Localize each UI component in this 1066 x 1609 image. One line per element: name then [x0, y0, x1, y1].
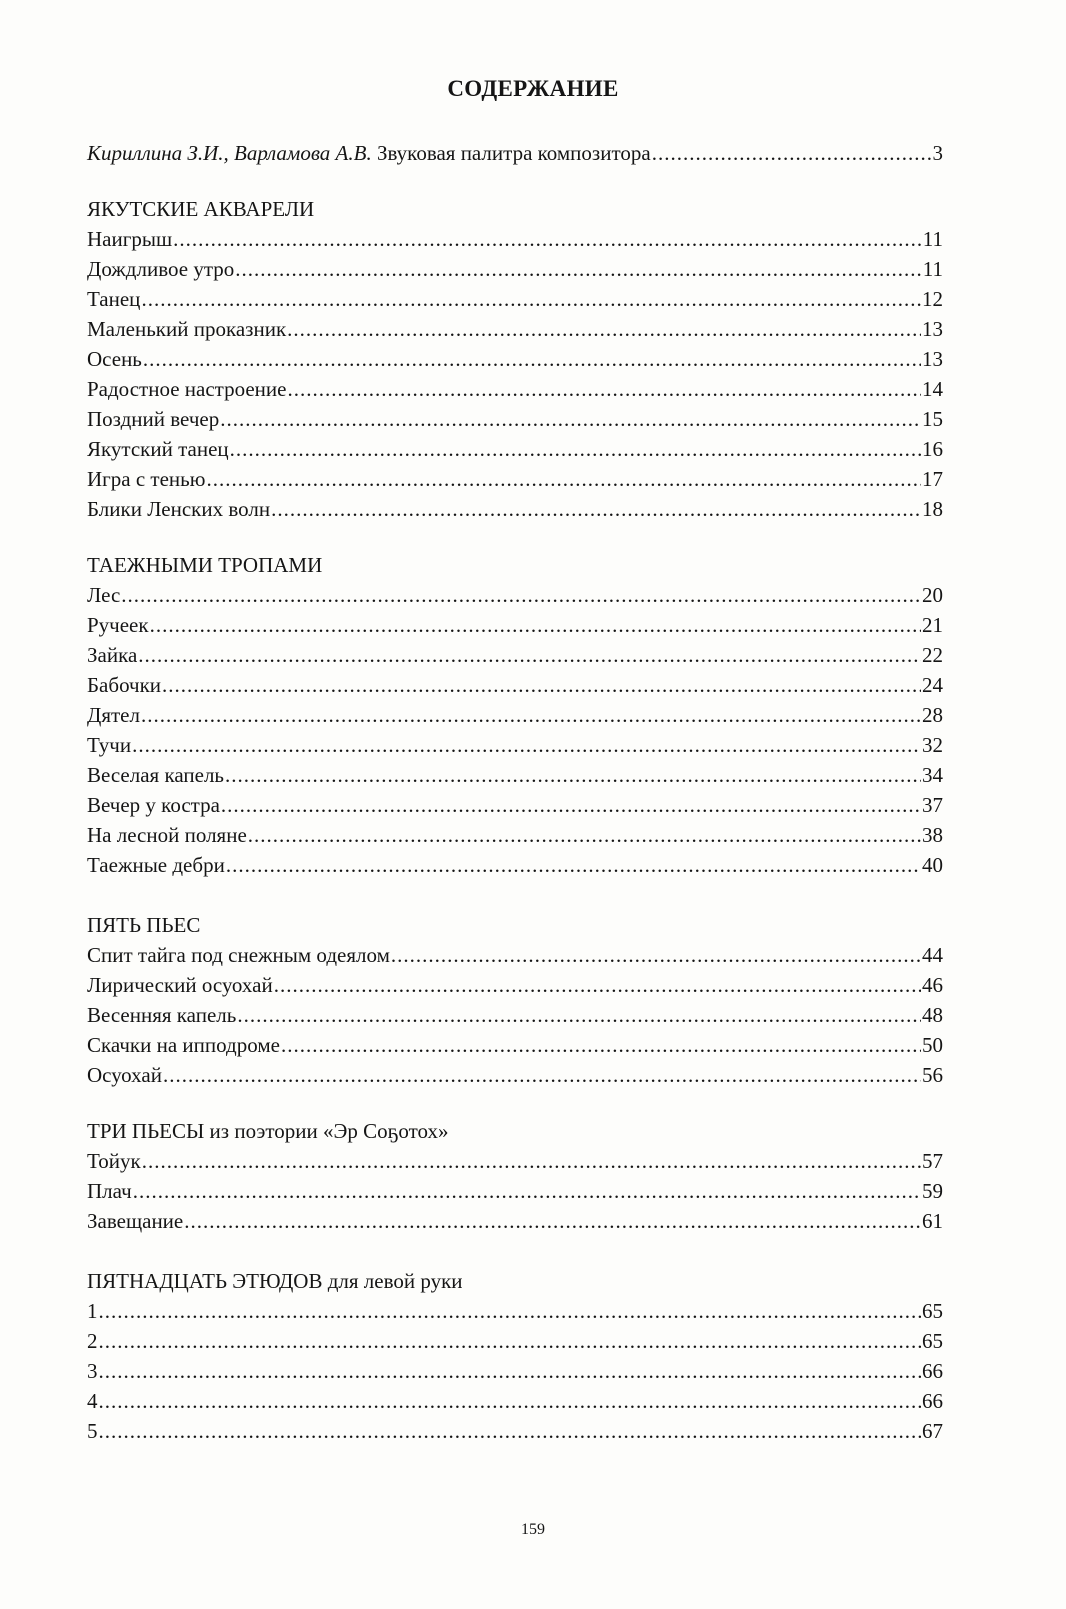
dot-leader — [99, 1416, 922, 1446]
preface-authors: Кириллина З.И., Варламова А.В. — [87, 141, 372, 165]
dot-leader — [652, 138, 932, 168]
dot-leader — [271, 494, 921, 524]
toc-entry-page: 40 — [922, 853, 943, 877]
dot-leader — [121, 580, 921, 610]
toc-entry — [87, 284, 943, 314]
toc-entry — [87, 1206, 943, 1236]
dot-leader — [99, 1386, 922, 1416]
toc-entry-page: 66 — [922, 1389, 943, 1413]
dot-leader — [138, 640, 921, 670]
toc-entry-label: Спит тайга под снежным одеялом — [87, 943, 390, 967]
toc-entry-label: На лесной поляне — [87, 823, 247, 847]
toc-entry-label: Плач — [87, 1179, 132, 1203]
toc-entry-page: 15 — [922, 407, 943, 431]
toc-entry — [87, 790, 943, 820]
toc-entry — [87, 434, 943, 464]
toc-entry — [87, 700, 943, 730]
toc-entry-page: 16 — [922, 437, 943, 461]
toc-entry-label: Скачки на ипподроме — [87, 1033, 280, 1057]
section-heading-text: ЯКУТСКИЕ АКВАРЕЛИ — [87, 197, 315, 221]
toc-entry-label: Зайка — [87, 643, 138, 667]
toc-entry-page: 37 — [922, 793, 943, 817]
section-heading-suffix: из поэтории «Эр Соҕотох» — [209, 1119, 449, 1143]
toc-entry-page: 44 — [922, 943, 943, 967]
toc-entry-page: 12 — [922, 287, 943, 311]
toc-entry — [87, 970, 943, 1000]
toc-entry — [87, 580, 943, 610]
toc-entry-page: 65 — [922, 1299, 943, 1323]
dot-leader — [132, 730, 921, 760]
toc-entry — [87, 1296, 943, 1326]
toc-entry-page: 67 — [922, 1419, 943, 1443]
section-heading-text: ТАЕЖНЫМИ ТРОПАМИ — [87, 553, 323, 577]
toc-entry-preface — [87, 138, 943, 168]
section-heading-text: ПЯТЬ ПЬЕС — [87, 913, 201, 937]
toc-entry-label: Тойук — [87, 1149, 141, 1173]
dot-leader — [237, 1000, 921, 1030]
toc-entry-label: Лес — [87, 583, 121, 607]
toc-entry-page: 66 — [922, 1359, 943, 1383]
toc-entry-page: 28 — [922, 703, 943, 727]
toc-entry-page: 48 — [922, 1003, 943, 1027]
dot-leader — [248, 820, 921, 850]
toc-entry-label: Вечер у костра — [87, 793, 220, 817]
toc-entry — [87, 374, 943, 404]
section-heading-text: ТРИ ПЬЕСЫ — [87, 1119, 205, 1143]
dot-leader — [230, 434, 921, 464]
toc-entry-label: Тучи — [87, 733, 132, 757]
toc-entry-label: Таежные дебри — [87, 853, 225, 877]
toc-entry — [87, 314, 943, 344]
toc-entry — [87, 940, 943, 970]
toc-entry-label: Ручеек — [87, 613, 149, 637]
toc-entry — [87, 850, 943, 880]
toc-entry-page: 38 — [922, 823, 943, 847]
toc-entry — [87, 1146, 943, 1176]
toc-entry-page: 18 — [922, 497, 943, 521]
toc-entry-label: Поздний вечер — [87, 407, 220, 431]
toc-entry-page: 56 — [922, 1063, 943, 1087]
toc-entry-label: Бабочки — [87, 673, 162, 697]
dot-leader — [173, 224, 922, 254]
dot-leader — [143, 344, 921, 374]
section-heading — [87, 1266, 463, 1296]
dot-leader — [150, 610, 921, 640]
toc-entry-page: 21 — [922, 613, 943, 637]
toc-entry-page: 61 — [922, 1209, 943, 1233]
toc-entry-label: Завещание — [87, 1209, 184, 1233]
toc-entry — [87, 820, 943, 850]
toc-entry-label: Веселая капель — [87, 763, 225, 787]
toc-entry-page: 11 — [922, 227, 943, 251]
toc-entry-label: Наигрыш — [87, 227, 173, 251]
toc-entry-label: 3 — [87, 1359, 98, 1383]
dot-leader — [142, 1146, 921, 1176]
toc-entry-page: 20 — [922, 583, 943, 607]
toc-entry — [87, 1060, 943, 1090]
dot-leader — [141, 700, 921, 730]
dot-leader — [162, 670, 921, 700]
toc-entry — [87, 254, 943, 284]
toc-entry-label: 2 — [87, 1329, 98, 1353]
toc-entry — [87, 224, 943, 254]
section-heading-suffix: для левой руки — [327, 1269, 463, 1293]
toc-entry — [87, 760, 943, 790]
toc-entry — [87, 640, 943, 670]
toc-entry — [87, 1176, 943, 1206]
dot-leader — [99, 1356, 922, 1386]
toc-entry-label: 5 — [87, 1419, 98, 1443]
toc-entry — [87, 1386, 943, 1416]
dot-leader — [141, 284, 921, 314]
dot-leader — [287, 374, 921, 404]
toc-entry-label: Радостное настроение — [87, 377, 287, 401]
toc-entry-page: 24 — [922, 673, 943, 697]
toc-entry-page: 13 — [922, 317, 943, 341]
toc-entry-page: 32 — [922, 733, 943, 757]
toc-entry-page: 14 — [922, 377, 943, 401]
toc-entry-page: 13 — [922, 347, 943, 371]
dot-leader — [220, 404, 921, 434]
toc-entry — [87, 730, 943, 760]
toc-entry — [87, 404, 943, 434]
toc-entry-page: 65 — [922, 1329, 943, 1353]
dot-leader — [221, 790, 921, 820]
toc-entry-label: 4 — [87, 1389, 98, 1413]
dot-leader — [287, 314, 921, 344]
toc-entry-page: 50 — [922, 1033, 943, 1057]
dot-leader — [226, 850, 921, 880]
section-heading — [87, 910, 200, 940]
toc-entry-label: Игра с тенью — [87, 467, 206, 491]
section-heading — [87, 194, 314, 224]
toc-entry-label: Осень — [87, 347, 142, 371]
dot-leader — [225, 760, 921, 790]
toc-entry-label: Маленький проказник — [87, 317, 287, 341]
toc-entry-page: 46 — [922, 973, 943, 997]
toc-entry-page: 59 — [922, 1179, 943, 1203]
dot-leader — [281, 1030, 921, 1060]
dot-leader — [163, 1060, 921, 1090]
toc-entry-label: Осуохай — [87, 1063, 162, 1087]
toc-entry — [87, 344, 943, 374]
dot-leader — [184, 1206, 921, 1236]
section-heading — [87, 1116, 449, 1146]
toc-entry — [87, 1000, 943, 1030]
section-heading — [87, 550, 322, 580]
section-heading-text: ПЯТНАДЦАТЬ ЭТЮДОВ — [87, 1269, 323, 1293]
toc-entry — [87, 610, 943, 640]
dot-leader — [391, 940, 921, 970]
toc-entry-label: Лирический осуохай — [87, 973, 273, 997]
toc-entry-label: Весенняя капель — [87, 1003, 237, 1027]
preface-title: Звуковая палитра композитора — [376, 141, 651, 165]
toc-entry-label: Якутский танец — [87, 437, 229, 461]
toc-entry-label: 1 — [87, 1299, 98, 1323]
dot-leader — [206, 464, 921, 494]
toc-entry — [87, 464, 943, 494]
toc-entry-page: 3 — [932, 141, 943, 165]
toc-entry-label — [87, 138, 651, 168]
toc-entry — [87, 1356, 943, 1386]
toc-entry-page: 11 — [922, 257, 943, 281]
toc-entry-label: Дождливое утро — [87, 257, 235, 281]
toc-entry — [87, 1030, 943, 1060]
dot-leader — [133, 1176, 921, 1206]
toc-entry-page: 17 — [922, 467, 943, 491]
toc-entry — [87, 670, 943, 700]
toc-entry-page: 34 — [922, 763, 943, 787]
toc-entry-page: 22 — [922, 643, 943, 667]
dot-leader — [274, 970, 921, 1000]
toc-entry-page: 57 — [922, 1149, 943, 1173]
page-title: СОДЕРЖАНИЕ — [447, 76, 619, 101]
dot-leader — [99, 1296, 922, 1326]
page-number: 159 — [521, 1521, 545, 1538]
toc-entry — [87, 1416, 943, 1446]
dot-leader — [99, 1326, 922, 1356]
toc-entry — [87, 494, 943, 524]
dot-leader — [235, 254, 922, 284]
toc-entry-label: Танец — [87, 287, 141, 311]
toc-entry — [87, 1326, 943, 1356]
toc-entry-label: Блики Ленских волн — [87, 497, 271, 521]
toc-entry-label: Дятел — [87, 703, 140, 727]
